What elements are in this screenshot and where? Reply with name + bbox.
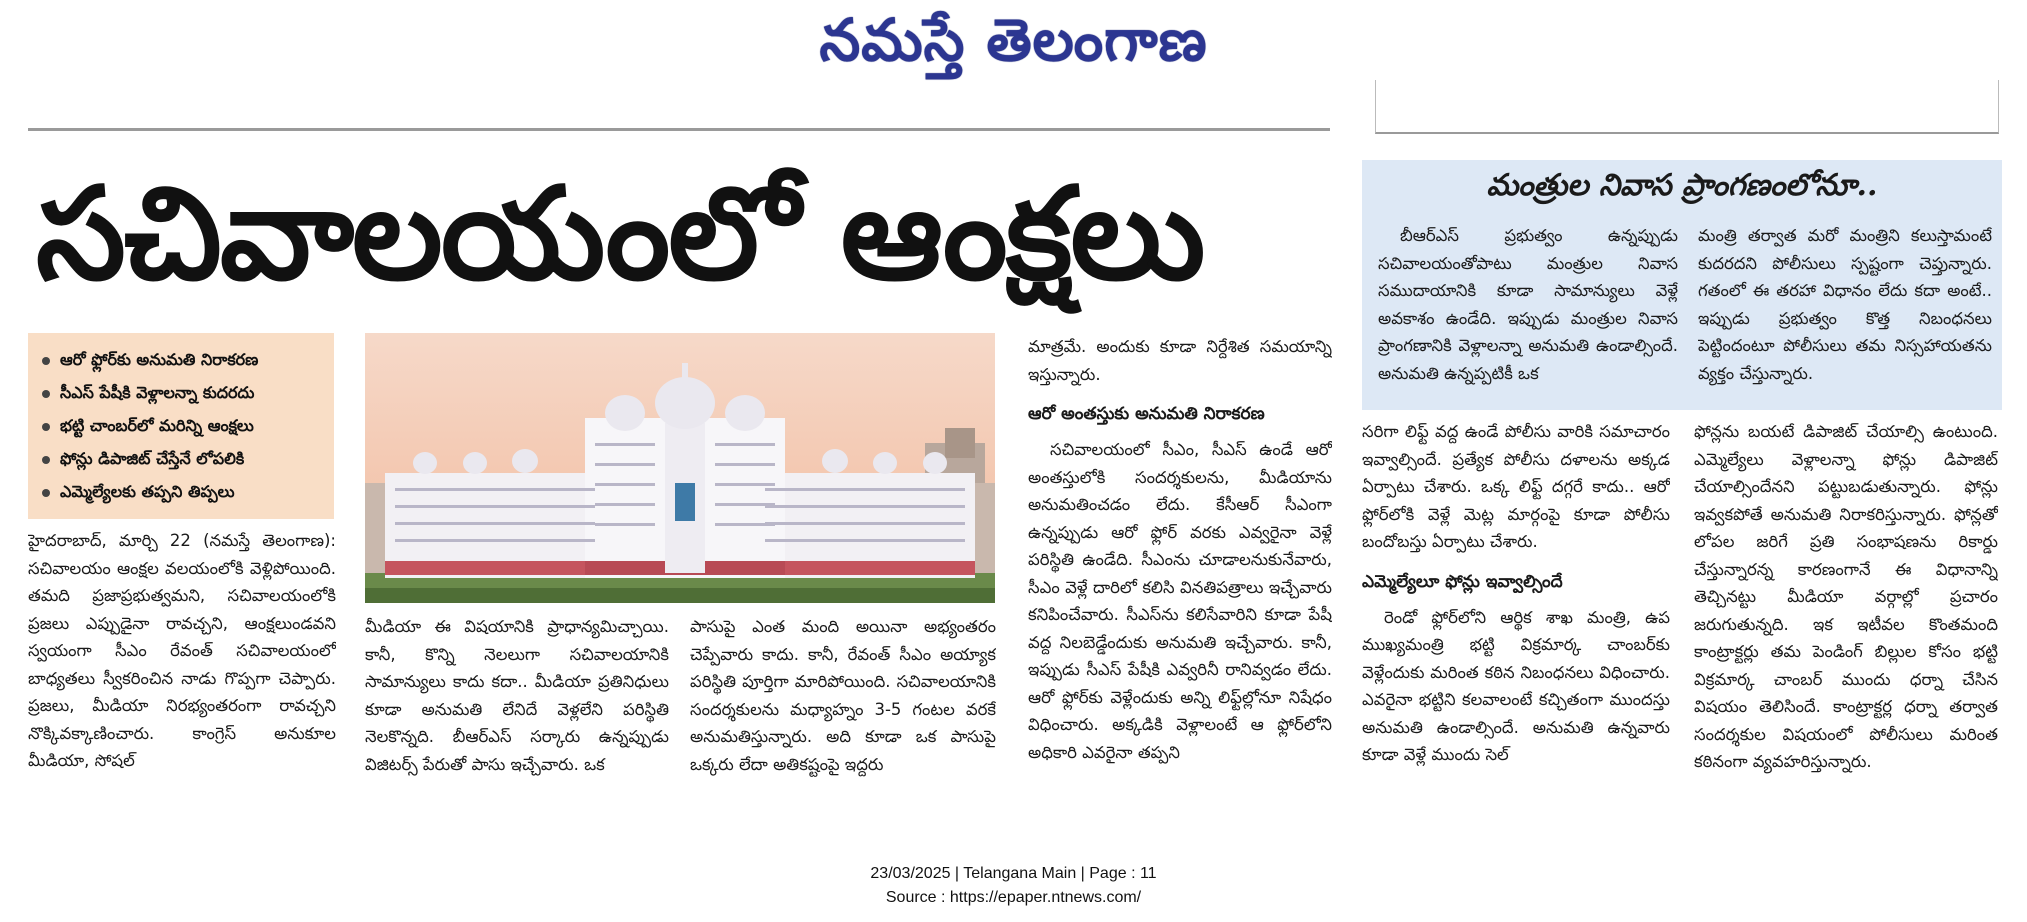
secretariat-building-illustration — [365, 333, 995, 603]
article-column-4: మాత్రమే. అందుకు కూడా నిర్దేశిత సమయాన్ని ఇస్తున్నారు. ఆరో అంతస్తుకు అనుమతి నిరాకరణ సచివాలయంలో సీఎం, సీఎస్‌ ఉండే ఆరో అంతస్తులోకి సందర్శకులను, మీడియాను అనుమతించడం లేదు. కేసీఆర్‌ సీఎంగా ఉన్నప్పుడు ఆరో ఫ్లోర్‌ వరకు ఎవ్వరైనా వెళ్లే పరిస్థితి ఉండేది. సీఎంను చూడాలనుకునేవారు, సీఎం వెళ్లే దారిలో కలిసి వినతిపత్రాలు ఇచ్చేవారు కనిపించేవారు. సీఎస్‌ను కలిసేవారిని కూడా పేషీ వద్ద నిలబెడ్డేందుకు అనుమతి ఇచ్చేవారు. కానీ, ఇప్పుడు సీఎస్‌ పేషీకి ఎవ్వరినీ రానివ్వడం లేదు. ఆరో ఫ్లోర్‌కు వెళ్లేందుకు అన్ని లిఫ్ట్‌ల్లోనూ నిషేధం విధించారు. అక్కడికి వెళ్లాలంటే ఆ ఫ్లోర్‌లోని అధికారి ఎవరైనా తప్పని — [1028, 337, 1332, 762]
top-right-box-border — [1375, 80, 1999, 134]
footer-date-page: 23/03/2025 | Telangana Main | Page : 11 — [870, 865, 1157, 882]
article-column-6: ఫోన్లను బయటే డిపాజిట్‌ చేయాల్సి ఉంటుంది. ఎమ్మెల్యేలు వెళ్లాలన్నా ఫోన్లు డిపాజిట్‌ చేయాల్సిందేనని పట్టుబడుతున్నారు. ఫోన్లు ఇవ్వకపోతే అనుమతి నిరాకరిస్తున్నారు. ఫోన్లతో లోపల జరిగే ప్రతి సంభాషణను రికార్డు చేస్తున్నారన్న కారణంగానే ఈ విధానాన్ని తెచ్చినట్టు మీడియా వర్గాల్లో ప్రచారం జరుగుతున్నది. ఇక ఇటీవల కొంతమంది కాంట్రాక్టర్లు తమ పెండింగ్‌ బిల్లుల కోసం భట్టి విక్రమార్క చాంబర్‌ ముందు ధర్నా చేసిన విషయం తెలిసిందే. కాంట్రాక్టర్ల ధర్నా తర్వాత సందర్శకుల విషయంలో పోలీసులు మరింత కఠినంగా వ్యవహరిస్తున్నారు. — [1694, 422, 1998, 771]
masthead-logo: నమస్తే తెలంగాణ — [819, 6, 1208, 74]
bullet-icon — [42, 357, 50, 365]
subheading-sixth-floor: ఆరో అంతస్తుకు అనుమతి నిరాకరణ — [1028, 404, 1265, 424]
bullet-icon — [42, 390, 50, 398]
highlight-item: ఫోన్లు డిపాజిట్‌ చేస్తేనే లోపలికి — [42, 442, 324, 475]
highlights-box — [28, 333, 334, 519]
bullet-icon — [42, 456, 50, 464]
article-column-3: పాసుపై ఎంత మంది అయినా అభ్యంతరం చెప్పేవారు కాదు. కానీ, రేవంత్‌ సీఎం అయ్యాక పరిస్థితి పూర్తిగా మారిపోయింది. సచివాలయానికి సందర్శకులను మధ్యాహ్నం 3-5 గంటల వరకే అనుమతిస్తున్నారు. అది కూడా ఒక పాసుపై ఒక్కరు లేదా అతికష్టంపై ఇద్దరు — [690, 617, 996, 774]
bullet-icon — [42, 489, 50, 497]
sidebar-column-1: బీఆర్‌ఎస్‌ ప్రభుత్వం ఉన్నప్పుడు సచివాలయంతోపాటు మంత్రుల నివాస సముదాయానికి కూడా సామాన్యులు వెళ్లే అవకాశం ఉండేది. ఇప్పుడు మంత్రుల నివాస ప్రాంగణానికి వెళ్లాలన్నా అనుమతి ఉండాల్సిందే. అనుమతి ఉన్నప్పటికీ ఒక — [1378, 226, 1678, 383]
bullet-icon — [42, 423, 50, 431]
footer-source: Source : https://epaper.ntnews.com/ — [885, 889, 1142, 906]
sidebar-title: మంత్రుల నివాస ప్రాంగణంలోనూ.. — [1486, 168, 1878, 203]
sidebar-column-2: మంత్రి తర్వాత మరో మంత్రిని కలుస్తామంటే కుదరదని పోలీసులు స్పష్టంగా చెప్తున్నారు. గతంలో ఈ తరహా విధానం లేదు కదా అంటే.. ఇప్పుడు ప్రభుత్వం కొత్త నిబంధనలు పెట్టిందంటూ పోలీసులు తమ నిస్సహాయతను వ్యక్తం చేస్తున్నారు. — [1698, 226, 1992, 383]
article-column-2: మీడియా ఈ విషయానికి ప్రాధాన్యమిచ్చాయి. కానీ, కొన్ని నెలలుగా సచివాలయానికి సామాన్యులు కాదు కదా.. మీడియా ప్రతినిధులు కూడా అనుమతి లేనిదే వెళ్లలేని పరిస్థితి నెలకొన్నది. బీఆర్‌ఎస్‌ సర్కారు ఉన్నప్పుడు విజిటర్స్‌ పేరుతో పాసు ఇచ్చేవారు. ఒక — [365, 617, 669, 774]
page-footer — [0, 862, 2027, 910]
highlight-item: ఎమ్మెల్యేలకు తప్పని తిప్పలు — [42, 475, 324, 508]
headline: సచివాలయంలో ఆంక్షలు — [36, 160, 1204, 309]
article-column-5: సరిగా లిఫ్ట్‌ వద్ద ఉండే పోలీసు వారికి సమాచారం ఇవ్వాల్సిందే. ప్రత్యేక పోలీసు దళాలను అక్కడ ఏర్పాటు చేశారు. ఒక్క లిఫ్ట్‌ దగ్గరే కాదు.. ఆరో ఫ్లోర్‌లోకి వెళ్లే మెట్ల మార్గంపై కూడా పోలీసు బందోబస్తు ఏర్పాటు చేశారు. ఎమ్మెల్యేలూ ఫోన్లు ఇవ్వాల్సిందే రెండో ఫ్లోర్‌లోని ఆర్థిక శాఖ మంత్రి, ఉప ముఖ్యమంత్రి భట్టి విక్రమార్క చాంబర్‌కు వెళ్లేందుకు మరింత కఠిన నిబంధనలు విధించారు. ఎవరైనా భట్టిని కలవాలంటే కచ్చితంగా ముందస్తు అనుమతి ఉండాల్సిందే. అనుమతి ఉన్నవారు కూడా వెళ్లే ముందు సెల్‌ — [1362, 422, 1670, 764]
highlight-item: సీఎస్‌ పేషీకి వెళ్లాలన్నా కుదరదు — [42, 376, 324, 409]
subheading-mla-phones: ఎమ్మెల్యేలూ ఫోన్లు ఇవ్వాల్సిందే — [1362, 571, 1563, 592]
highlight-item: ఆరో ఫ్లోర్‌కు అనుమతి నిరాకరణ — [42, 343, 324, 376]
top-rule — [28, 128, 1330, 131]
highlight-item: భట్టి చాంబర్‌లో మరిన్ని ఆంక్షలు — [42, 409, 324, 442]
secretariat-photo — [365, 333, 995, 603]
article-column-1: హైదరాబాద్‌, మార్చి 22 (నమస్తే తెలంగాణ): సచివాలయం ఆంక్షల వలయంలోకి వెళ్లిపోయింది. తమది ప్రజాప్రభుత్వమని, సచివాలయంలోకి ప్రజలు ఎప్పుడైనా రావచ్చని, ఆంక్షలుండవని స్వయంగా సీఎం రేవంత్‌ సచివాలయంలో బాధ్యతలు స్వీకరించిన నాడు గొప్పగా చెప్పారు. ప్రజలు, మీడియా నిరభ్యంతరంగా రావచ్చని నొక్కివక్కాణించారు. కాంగ్రెస్‌ అనుకూల మీడియా, సోషల్‌ — [28, 531, 336, 770]
